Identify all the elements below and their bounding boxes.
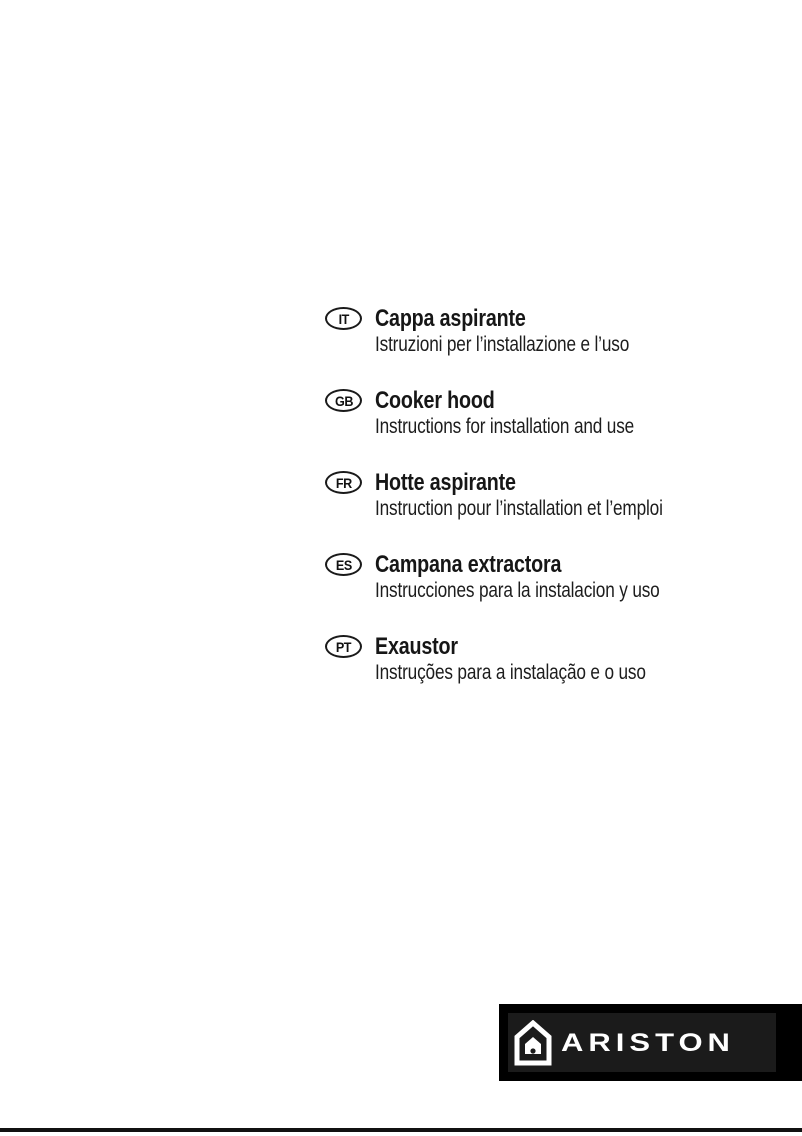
language-list xyxy=(325,305,726,715)
bottom-rule xyxy=(0,1128,802,1132)
instructions-subtitle: Instrucciones para la instalacion y uso xyxy=(375,579,660,602)
language-badge xyxy=(325,307,362,330)
language-badge xyxy=(325,389,362,412)
language-text xyxy=(375,387,634,439)
product-title: Exaustor xyxy=(375,633,458,660)
language-badge xyxy=(325,635,362,658)
language-text xyxy=(375,469,663,521)
ariston-logo-inner xyxy=(508,1013,776,1072)
language-badge xyxy=(325,471,362,494)
language-entry xyxy=(325,469,726,522)
language-code: FR xyxy=(335,474,352,491)
instructions-subtitle: Instruções para a instalação e o uso xyxy=(375,661,646,684)
language-text xyxy=(375,551,660,603)
language-entry xyxy=(325,387,726,440)
brand-wordmark: ARISTON xyxy=(561,1028,735,1057)
language-code: GB xyxy=(334,392,353,409)
instructions-subtitle: Instruction pour l’installation et l’emploi xyxy=(375,497,663,520)
product-title: Campana extractora xyxy=(375,551,562,578)
instructions-subtitle: Istruzioni per l’installazione e l’uso xyxy=(375,333,630,356)
ariston-logo xyxy=(499,1004,802,1081)
house-icon xyxy=(513,1020,553,1066)
language-text xyxy=(375,633,646,685)
language-entry xyxy=(325,551,726,604)
language-entry xyxy=(325,305,726,358)
product-title: Cappa aspirante xyxy=(375,305,526,332)
language-badge xyxy=(325,553,362,576)
language-code: ES xyxy=(335,556,352,573)
instructions-subtitle: Instructions for installation and use xyxy=(375,415,635,438)
language-entry xyxy=(325,633,726,686)
language-code: PT xyxy=(335,638,352,655)
product-title: Cooker hood xyxy=(375,387,495,414)
language-text xyxy=(375,305,629,357)
product-title: Hotte aspirante xyxy=(375,469,516,496)
language-code: IT xyxy=(338,310,349,327)
